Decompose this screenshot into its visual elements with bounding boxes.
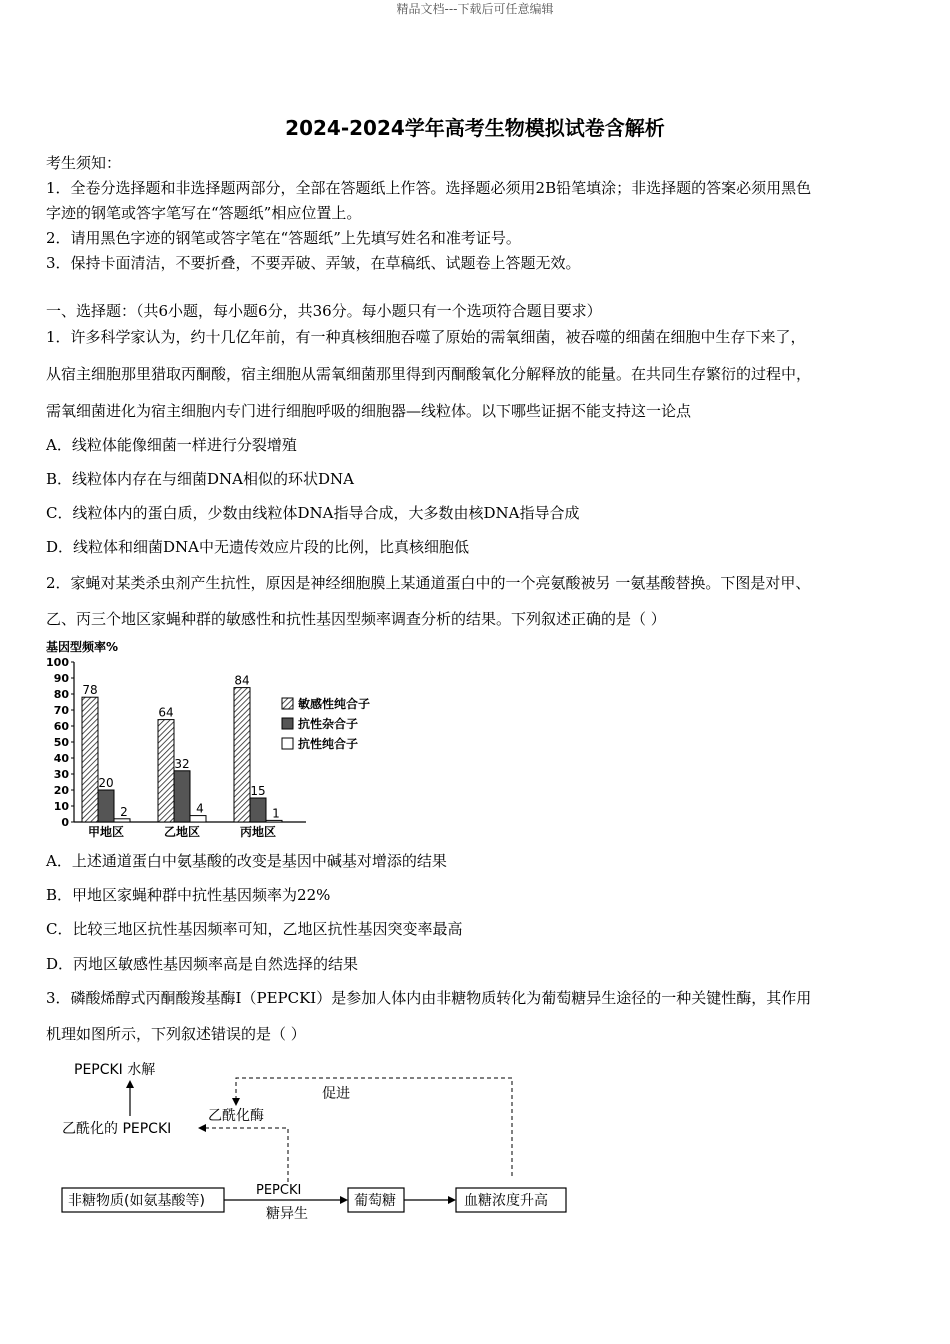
bar-resistant-homozygote <box>114 819 130 822</box>
q2-option-c: C．比较三地区抗性基因频率可知，乙地区抗性基因突变率最高 <box>46 920 463 938</box>
bar-resistant-heterozygote <box>174 771 190 822</box>
genotype-frequency-chart <box>44 636 404 844</box>
bar-sensitive-homozygote <box>158 720 174 822</box>
q2-option-d: D．丙地区敏感性基因频率高是自然选择的结果 <box>46 955 359 973</box>
bar-resistant-homozygote <box>266 820 282 822</box>
page-title: 2024-2024学年高考生物模拟试卷含解析 <box>285 116 665 140</box>
q1-stem-line: 需氧细菌进化为宿主细胞内专门进行细胞呼吸的细胞器—线粒体。以下哪些证据不能支持这一论点 <box>46 402 692 420</box>
q2-stem-line: 乙、丙三个地区家蝇种群的敏感性和抗性基因型频率调查分析的结果。下列叙述正确的是（ ） <box>46 610 666 628</box>
notice-heading: 考生须知： <box>46 154 122 172</box>
arrow-head <box>232 1098 240 1106</box>
pepcki-hydrolysis-label: PEPCKI 水解 <box>74 1062 156 1078</box>
y-tick-label: 20 <box>53 784 69 797</box>
bar-sensitive-homozygote <box>234 688 250 822</box>
y-tick-label: 60 <box>53 720 69 733</box>
arrow-head <box>448 1196 456 1204</box>
promote-label: 促进 <box>322 1086 350 1102</box>
q3-stem-line: 机理如图所示，下列叙述错误的是（ ） <box>46 1025 306 1043</box>
diagram-svg <box>56 1056 576 1226</box>
pepcki-enzyme-label: PEPCKI <box>256 1183 302 1198</box>
q2-option-a: A．上述通道蛋白中氨基酸的改变是基因中碱基对增添的结果 <box>46 852 447 870</box>
bar-value-label: 64 <box>158 705 174 720</box>
bar-resistant-homozygote <box>190 816 206 822</box>
acetylase-label: 乙酰化酶 <box>208 1108 264 1124</box>
q1-stem-line: 1．许多科学家认为，约十几亿年前，有一种真核细胞吞噬了原始的需氧细菌，被吞噬的细菌在细胞中生存下来了， <box>46 328 806 346</box>
notice-item: 3．保持卡面清洁，不要折叠，不要弄破、弄皱，在草稿纸、试题卷上答题无效。 <box>46 254 581 272</box>
bar-chart-svg <box>44 636 404 840</box>
bar-value-label: 4 <box>196 801 204 816</box>
glucose-label: 葡萄糖 <box>354 1193 396 1209</box>
acetylation-dashed-arrow <box>206 1128 288 1182</box>
gluconeogenesis-label: 糖异生 <box>266 1206 308 1222</box>
arrow-head <box>126 1080 134 1088</box>
nonsugar-label: 非糖物质(如氨基酸等) <box>68 1193 205 1209</box>
legend-label: 抗性纯合子 <box>298 737 359 751</box>
pepcki-mechanism-diagram <box>56 1056 576 1230</box>
bar-value-label: 1 <box>272 806 280 821</box>
y-tick-label: 50 <box>53 736 69 749</box>
bar-value-label: 20 <box>98 776 114 790</box>
y-tick-label: 100 <box>46 656 69 669</box>
promote-dashed-arrow <box>236 1078 512 1176</box>
x-category-label: 丙地区 <box>239 825 277 839</box>
q1-option-b: B．线粒体内存在与细菌DNA相似的环状DNA <box>46 470 354 488</box>
x-category-label: 甲地区 <box>87 825 125 839</box>
blood-sugar-label: 血糖浓度升高 <box>464 1193 548 1209</box>
bar-value-label: 78 <box>82 683 98 698</box>
bar-value-label: 15 <box>250 784 266 798</box>
legend-swatch <box>282 718 293 729</box>
notice-item: 字迹的钢笔或答字笔写在“答题纸”相应位置上。 <box>46 204 362 222</box>
notice-item: 2．请用黑色字迹的钢笔或答字笔在“答题纸”上先填写姓名和准考证号。 <box>46 229 521 247</box>
q2-stem-line: 2．家蝇对某类杀虫剂产生抗性，原因是神经细胞膜上某通道蛋白中的一个亮氨酸被另 一氨基酸替换。下图是对甲、 <box>46 574 811 592</box>
legend-label: 敏感性纯合子 <box>298 697 371 711</box>
q1-stem-line: 从宿主细胞那里猎取丙酮酸，宿主细胞从需氧细菌那里得到丙酮酸氧化分解释放的能量。在共同生存繁衍的过程中， <box>46 365 812 383</box>
bar-resistant-heterozygote <box>98 790 114 822</box>
q3-stem-line: 3．磷酸烯醇式丙酮酸羧基酶Ⅰ（PEPCKI）是参加人体内由非糖物质转化为葡萄糖异生途径的一种关键性酶，其作用 <box>46 989 812 1007</box>
q1-option-d: D．线粒体和细菌DNA中无遗传效应片段的比例，比真核细胞低 <box>46 538 470 556</box>
arrow-head <box>340 1196 348 1204</box>
bar-value-label: 84 <box>234 673 250 688</box>
y-tick-label: 90 <box>53 672 69 685</box>
y-tick-label: 80 <box>53 688 69 701</box>
arrow-head <box>198 1124 206 1132</box>
acetylated-pepcki-label: 乙酰化的 PEPCKI <box>62 1121 172 1137</box>
bar-value-label: 32 <box>174 756 190 771</box>
bar-value-label: 2 <box>120 804 128 819</box>
bar-resistant-heterozygote <box>250 798 266 822</box>
notice-item: 1．全卷分选择题和非选择题两部分，全部在答题纸上作答。选择题必须用2B铅笔填涂；非选择题的答案必须用黑色 <box>46 179 812 197</box>
q2-option-b: B．甲地区家蝇种群中抗性基因频率为22% <box>46 886 331 904</box>
x-category-label: 乙地区 <box>163 825 201 839</box>
y-tick-label: 70 <box>53 704 69 717</box>
y-tick-label: 0 <box>61 816 69 829</box>
section-heading: 一、选择题：（共6小题，每小题6分，共36分。每小题只有一个选项符合题目要求） <box>46 302 602 320</box>
page-header: 精品文档---下载后可任意编辑 <box>396 2 554 16</box>
legend-swatch <box>282 698 293 709</box>
y-axis-label: 基因型频率% <box>46 640 119 654</box>
y-tick-label: 10 <box>53 800 69 813</box>
q1-option-c: C．线粒体内的蛋白质，少数由线粒体DNA指导合成，大多数由核DNA指导合成 <box>46 504 580 522</box>
legend-swatch <box>282 738 293 749</box>
legend-label: 抗性杂合子 <box>298 717 359 731</box>
q1-option-a: A．线粒体能像细菌一样进行分裂增殖 <box>46 436 297 454</box>
y-tick-label: 30 <box>53 768 69 781</box>
bar-sensitive-homozygote <box>82 697 98 822</box>
y-tick-label: 40 <box>53 752 69 765</box>
